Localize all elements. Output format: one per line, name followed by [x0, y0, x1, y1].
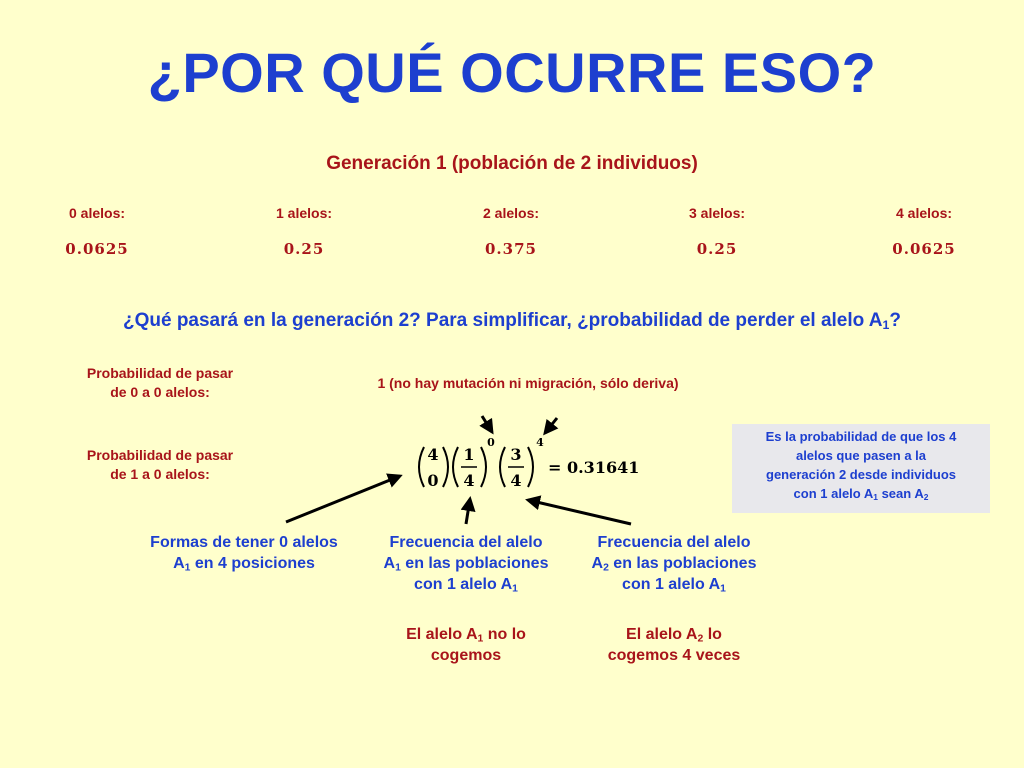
- generation-title: Generación 1 (población de 2 individuos): [326, 153, 698, 174]
- prob-0-to-0-note: 1 (no hay mutación ni migración, sólo deriva): [377, 375, 679, 391]
- arrow-exponent-4: [545, 418, 557, 433]
- freq1-label: Frecuencia del alelo $A_1$ en las poblaciones con 1 alelo $A_1$: [383, 534, 549, 595]
- allele-label-3: 3 alelos:: [688, 205, 746, 221]
- page-title: ¿POR QUÉ OCURRE ESO?: [147, 41, 877, 104]
- right-paren: [443, 447, 448, 487]
- exponent-1: 0: [487, 436, 495, 449]
- binom-top: 4: [427, 445, 439, 464]
- freq2-label: Frecuencia del alelo $A_2$ en las poblaciones con 1 alelo $A_1$: [591, 534, 757, 595]
- allele-value-2: 0.375: [485, 240, 537, 258]
- info-box: Es la probabilidad de que los 4 alelos que pasen a la generación 2 desde individuos con 1 alelo $A_1$ sean $A_2$: [732, 424, 990, 513]
- exponent-2: 4: [536, 436, 544, 449]
- binom-bottom: 0: [427, 471, 439, 490]
- arrow-exponent-0: [482, 416, 492, 432]
- frac1-numerator: 1: [463, 445, 475, 464]
- prob-0-to-0-label: Probabilidad de pasar de 0 a 0 alelos:: [86, 365, 234, 400]
- allele-value-0: 0.0625: [65, 240, 129, 258]
- ways-label: Formas de tener 0 alelos $A_1$ en 4 posiciones: [150, 534, 338, 574]
- allele-value-4: 0.0625: [892, 240, 956, 258]
- question-text: ¿Qué pasará en la generación 2? Para simplificar, ¿probabilidad de perder el alelo $A_1$?: [122, 310, 902, 333]
- prob-1-to-0-label: Probabilidad de pasar de 1 a 0 alelos:: [86, 447, 234, 482]
- left-paren: [419, 447, 424, 487]
- fraction-1-4: [453, 436, 495, 490]
- allele-label-4: 4 alelos:: [895, 205, 953, 221]
- frac1-denominator: 4: [463, 471, 475, 490]
- allele-label-0: 0 alelos:: [68, 205, 126, 221]
- arrow-freq2: [528, 500, 631, 524]
- formula-result: = 0.31641: [548, 458, 640, 477]
- allele-label-1: 1 alelos:: [275, 205, 333, 221]
- frac2-numerator: 3: [510, 445, 522, 464]
- allele-value-1: 0.25: [283, 240, 325, 258]
- allele-label-2: 2 alelos:: [482, 205, 540, 221]
- not-taken-note: El alelo $A_1$ no lo cogemos: [406, 626, 526, 664]
- allele-value-3: 0.25: [696, 240, 738, 258]
- taken-note: El alelo $A_2$ lo cogemos 4 veces: [607, 626, 741, 664]
- binomial-coefficient: [419, 445, 448, 490]
- fraction-3-4: [500, 436, 544, 490]
- arrow-freq1: [466, 499, 470, 524]
- frac2-denominator: 4: [510, 471, 522, 490]
- arrow-ways: [286, 476, 400, 522]
